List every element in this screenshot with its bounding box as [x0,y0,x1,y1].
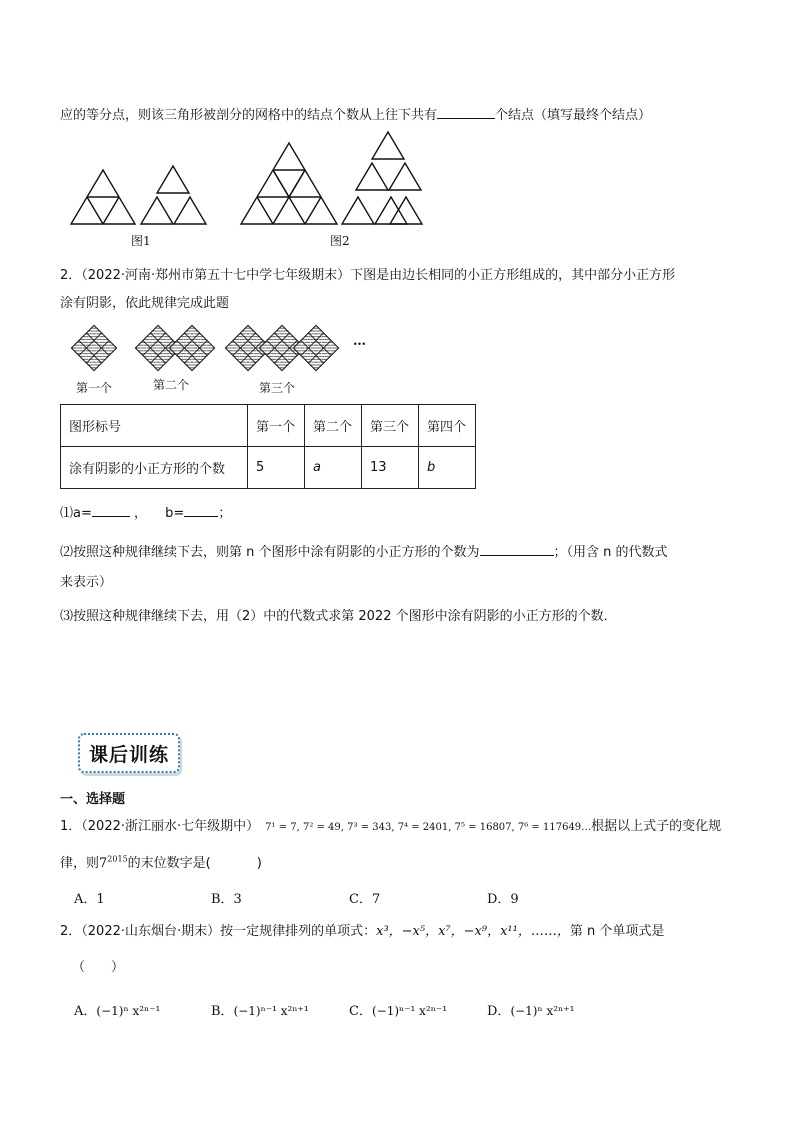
ellipsis-text: … [353,334,366,349]
intro-text-after: 个结点（填写最终个结点） [495,108,652,123]
mc2-option-c-label: C． [349,1004,372,1019]
fig1-caption: 图1 [131,234,151,248]
data-table [60,404,476,489]
mc2-stem [60,920,664,939]
mc2-option-a[interactable] [74,1000,160,1019]
part1-a-label: ⑴a= [60,506,92,521]
part2-cont: 来表示） [60,575,113,590]
table-cell: 13 [362,447,419,489]
mc2-option-b[interactable] [211,1000,309,1019]
pattern-second [135,325,214,370]
mc1-line2-b: 的末位数字是( [127,856,211,871]
table-cell [419,447,476,489]
mc2-option-b-expr: (−1)ⁿ⁻¹ x²ⁿ⁺¹ [233,1004,309,1018]
answer-blank[interactable] [437,106,495,119]
part3: ⑶按照这种规律继续下去，用（2）中的代数式求第 2022 个图形中涂有阴影的小正方形的个数． [60,609,617,624]
q2-header-cont: 涂有阴影，依此规律完成此题 [60,296,230,311]
pattern-first [71,325,116,370]
part2-text: ⑵按照这种规律继续下去，则第 n 个图形中涂有阴影的小正方形的个数为 [60,545,480,560]
caption-third: 第三个 [259,381,296,395]
mc1-stem [60,815,721,834]
pattern-third [225,325,338,370]
intro-text-before: 应的等分点，则该三角形被剖分的网格中的结点个数从上往下共有 [60,108,438,123]
table-row [61,405,476,447]
blank-b[interactable] [184,504,218,517]
mc1-line2: 律，则$7^{2015}$的末位数字是( ) [60,854,262,871]
q2-header: 2．（2022·河南·郑州市第五十七中学七年级期末）下图是由边长相同的小正方形组成的，其中部分小正方形 [60,268,676,283]
mc1-option-a[interactable]: A．1 [74,892,105,907]
mc2-option-d-expr: (−1)ⁿ x²ⁿ⁺¹ [510,1004,575,1018]
fig2-caption: 图2 [330,234,350,248]
part1-b-label: b= [165,506,185,521]
mc2-option-c[interactable] [349,1000,447,1019]
table-cell: 第三个 [362,405,419,447]
mc2-terms: x³，−x⁵，x⁷，−x⁹，x¹¹，……， [376,924,570,939]
mc1-powers: 7¹ = 7, 7² = 49, 7³ = 343, 7⁴ = 2401, 7⁵ = 16807, 7⁶ = 117649… [265,822,592,833]
fig1-right-br [174,197,206,224]
mc1-option-c[interactable]: C．7 [349,892,381,907]
blank-formula[interactable] [480,543,554,556]
mc1-option-d[interactable]: D．9 [487,892,519,907]
part1-end: ； [218,506,232,521]
mc1-option-b[interactable]: B．3 [211,892,242,907]
var-b: b [427,460,436,475]
mc2-option-d[interactable] [487,1000,574,1019]
table-row [61,447,476,489]
mc2-stem-after: 第 n 个单项式是 [569,924,665,939]
mc2-option-a-label: A． [74,1004,97,1019]
var-a: a [313,460,321,475]
part2 [60,541,668,560]
caption-second: 第二个 [153,378,190,392]
part2-after: ；（用含 n 的代数式 [553,545,668,560]
table-cell: 图形标号 [61,405,248,447]
section-title: 课后训练 [78,733,180,773]
table-cell: 涂有阴影的小正方形的个数 [61,447,248,489]
intro-line [60,104,651,123]
table-cell [305,447,362,489]
mc1-exp: 2015 [107,854,128,864]
table-cell: 第二个 [305,405,362,447]
fig2-left-triangle [241,143,337,224]
diamond-patterns [68,324,388,376]
section-sub: 一、选择题 [60,792,126,807]
table-cell: 第一个 [248,405,305,447]
blank-a[interactable] [92,504,130,517]
mc2-option-a-expr: (−1)ⁿ x²ⁿ⁻¹ [96,1004,161,1018]
part1 [60,502,231,521]
triangle-figures [66,130,426,230]
mc2-option-b-label: B． [211,1004,234,1019]
fig1-right-bl [141,197,173,224]
part1-sep: ， [134,506,148,521]
fig1-right-top [157,166,189,193]
caption-first: 第一个 [76,381,113,395]
mc2-option-d-label: D． [487,1004,511,1019]
mc2-option-c-expr: (−1)ⁿ⁻¹ x²ⁿ⁻¹ [371,1004,448,1018]
mc1-line2-c: ) [256,856,262,871]
table-cell: 第四个 [419,405,476,447]
mc2-source: 2．（2022·山东烟台·期末）按一定规律排列的单项式： [60,924,377,939]
mc1-stem-after: 根据以上式子的变化规 [591,819,722,834]
mc1-source: 1．（2022·浙江丽水·七年级期中） [60,819,260,834]
mc2-paren: （ ） [72,960,125,975]
mc1-line2-a: 律，则 [60,856,100,871]
table-cell: 5 [248,447,305,489]
